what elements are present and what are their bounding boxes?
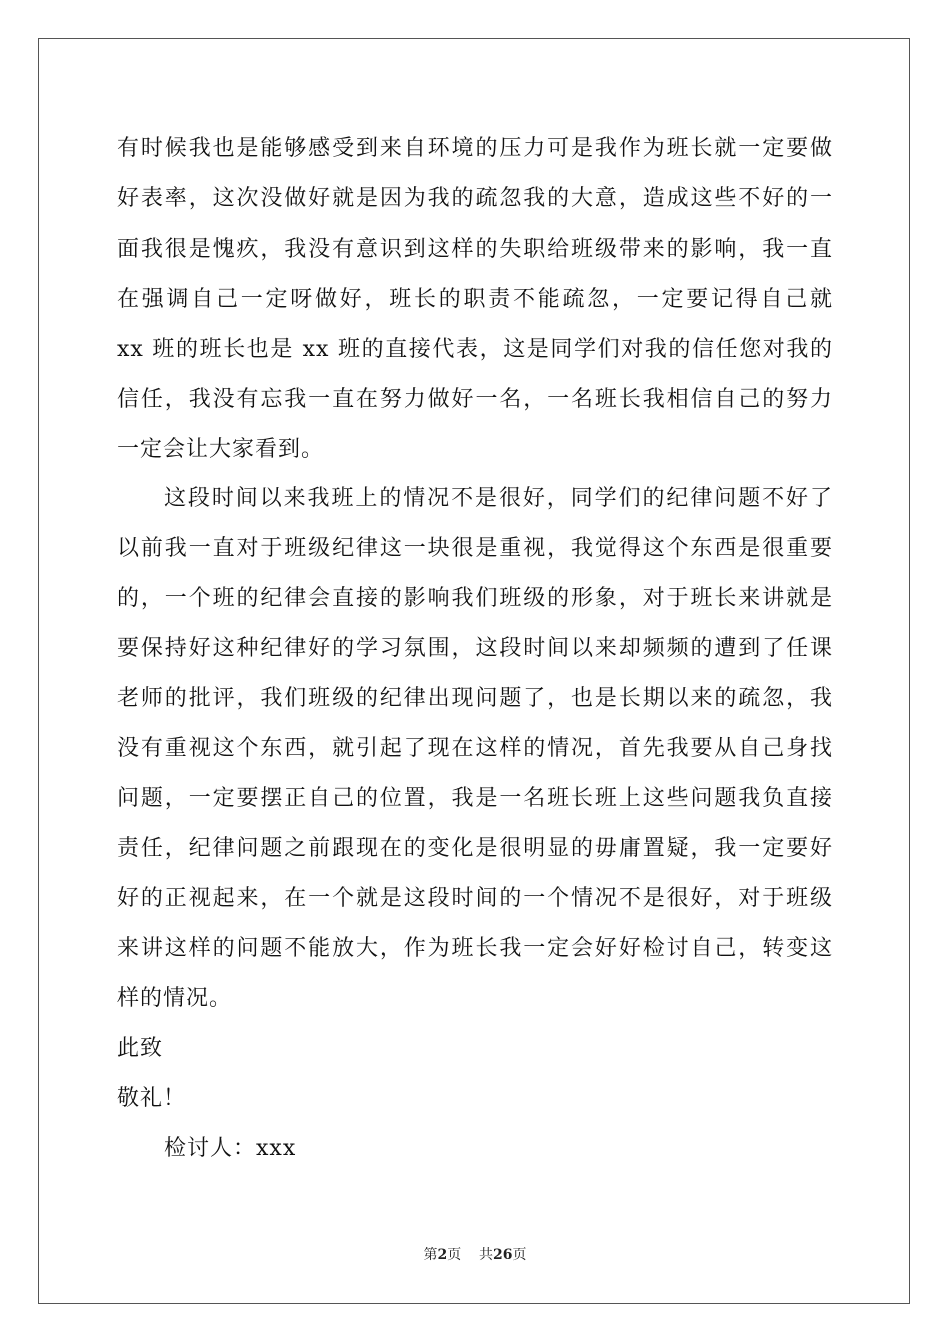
text-line: 信任，我没有忘我一直在努力做好一名，一名班长我相信自己的努力 xyxy=(117,387,833,412)
text-line: 一定会让大家看到。 xyxy=(117,437,325,462)
text-line: 要保持好这种纪律好的学习氛围，这段时间以来却频频的遭到了任课 xyxy=(117,636,833,661)
footer-page-number: 2 xyxy=(437,1247,448,1263)
text-line: 在强调自己一定呀做好，班长的职责不能疏忽，一定要记得自己就 xyxy=(117,287,833,312)
text-line: 好的正视起来，在一个就是这段时间的一个情况不是很好，对于班级 xyxy=(117,886,833,911)
salutation-line: 敬礼！ xyxy=(117,1086,187,1111)
footer-total-prefix: 共 xyxy=(479,1247,494,1263)
page-footer xyxy=(0,1244,950,1264)
footer-page-suffix: 页 xyxy=(447,1247,462,1263)
footer-total-suffix: 页 xyxy=(512,1247,527,1263)
text-line: 面我很是愧疚，我没有意识到这样的失职给班级带来的影响，我一直 xyxy=(117,237,833,262)
footer-prefix: 第 xyxy=(423,1247,438,1263)
text-line: 样的情况。 xyxy=(117,986,233,1011)
text-line: 以前我一直对于班级纪律这一块很是重视，我觉得这个东西是很重要 xyxy=(117,536,833,561)
text-line: 好表率，这次没做好就是因为我的疏忽我的大意，造成这些不好的一 xyxy=(117,186,833,211)
text-line: 有时候我也是能够感受到来自环境的压力可是我作为班长就一定要做 xyxy=(117,136,833,161)
text-line: 问题，一定要摆正自己的位置，我是一名班长班上这些问题我负直接 xyxy=(117,786,833,811)
text-line: xx 班的班长也是 xx 班的直接代表，这是同学们对我的信任您对我的 xyxy=(117,337,833,362)
page-border xyxy=(38,38,910,1304)
text-line: 没有重视这个东西，就引起了现在这样的情况，首先我要从自己身找 xyxy=(117,736,833,761)
text-line: 责任，纪律问题之前跟现在的变化是很明显的毋庸置疑，我一定要好 xyxy=(117,836,833,861)
text-line: 的，一个班的纪律会直接的影响我们班级的形象，对于班长来讲就是 xyxy=(117,586,833,611)
text-line: 老师的批评，我们班级的纪律出现问题了，也是长期以来的疏忽，我 xyxy=(117,686,833,711)
text-line: 来讲这样的问题不能放大，作为班长我一定会好好检讨自己，转变这 xyxy=(117,936,833,961)
salutation-line: 此致 xyxy=(117,1036,164,1061)
signature-line: 检讨人：xxx xyxy=(164,1136,297,1161)
footer-total-pages: 26 xyxy=(493,1247,513,1263)
text-line: 这段时间以来我班上的情况不是很好，同学们的纪律问题不好了 xyxy=(164,486,833,511)
